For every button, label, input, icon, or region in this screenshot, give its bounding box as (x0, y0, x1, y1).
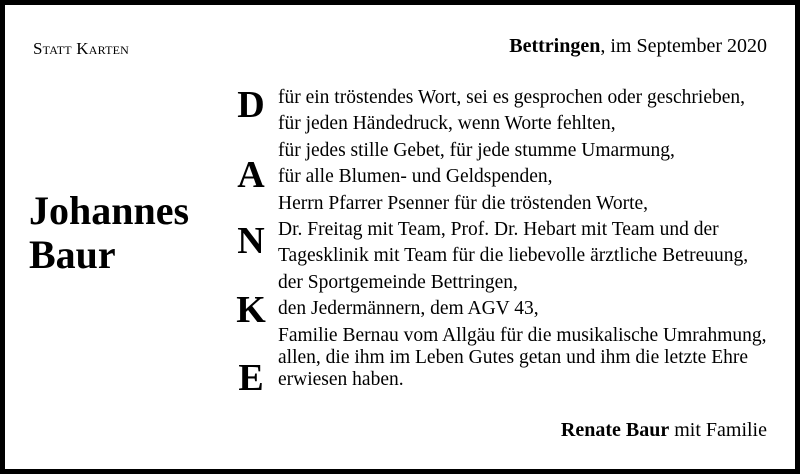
thanks-line: allen, die ihm im Leben Gutes getan und ihm die letzte Ehre (278, 347, 749, 369)
dateline-place: Bettringen (509, 35, 601, 57)
dateline (509, 35, 767, 58)
dateline-date: , im September 2020 (600, 35, 767, 57)
danke-letter-a: A (237, 154, 265, 196)
thanks-line: für ein tröstendes Wort, sei es gesprochen oder geschrieben, (278, 87, 746, 108)
thanks-line: erwiesen haben. (278, 369, 404, 391)
thanks-line: den Jedermännern, dem AGV 43, (278, 298, 539, 320)
danke-letter-k: K (236, 289, 266, 331)
thanks-line: für jeden Händedruck, wenn Worte fehlten, (278, 113, 616, 135)
deceased-first-name: Johannes (29, 188, 190, 233)
thanks-line: für jedes stille Gebet, für jede stumme Umarmung, (278, 139, 675, 161)
signature-name: Renate Baur (560, 419, 670, 441)
thanks-line: Tagesklinik mit Team für die liebevolle ärztliche Betreuung, (278, 245, 749, 267)
thanks-line: der Sportgemeinde Bettringen, (278, 271, 518, 293)
thanks-line: Dr. Freitag mit Team, Prof. Dr. Hebart mit Team und der (278, 219, 719, 241)
thanks-text (278, 85, 767, 393)
thanks-line: Herrn Pfarrer Psenner für die tröstenden Worte, (278, 192, 649, 214)
statt-karten-label: Statt Karten (33, 39, 130, 58)
thanks-line: Familie Bernau vom Allgäu für die musikalische Umrahmung, (278, 324, 767, 346)
signature (561, 419, 767, 442)
danke-letter-d: D (237, 84, 265, 126)
danke-letter-e: E (238, 357, 264, 399)
thanks-line: für alle Blumen- und Geldspenden, (278, 166, 553, 188)
deceased-name (29, 189, 189, 277)
deceased-last-name: Baur (29, 232, 116, 277)
danke-letter-n: N (237, 220, 265, 262)
signature-rest: mit Familie (669, 419, 767, 441)
